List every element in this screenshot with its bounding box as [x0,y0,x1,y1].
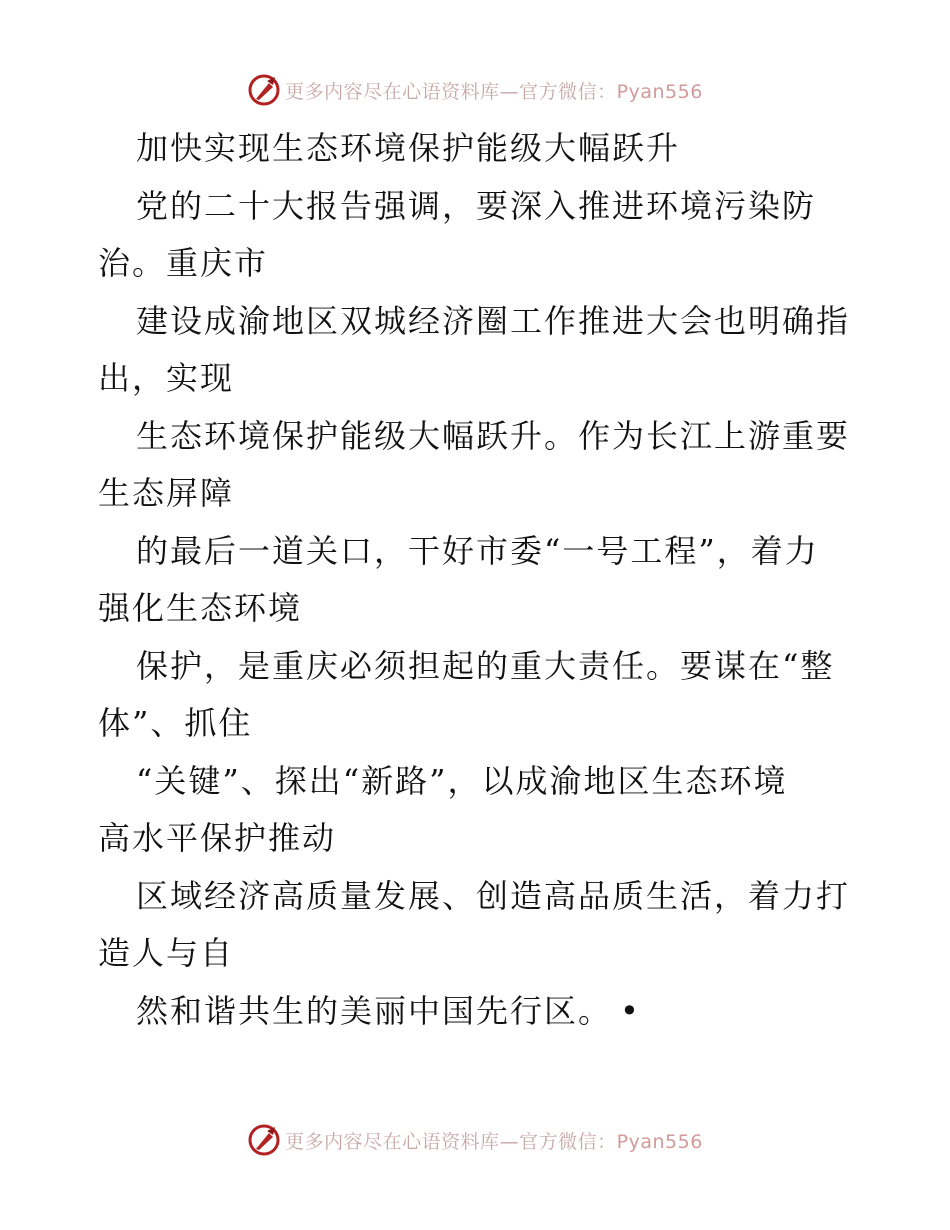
text-line-content: 的最后一道关口，干好市委“一号工程”，着力 [136,531,819,570]
text-line [98,120,858,178]
text-line-content: 建设成渝地区双城经济圈工作推进大会也明确指 [136,301,851,340]
text-line-content: “关键”、探出“新路”，以成渝地区生态环境 [136,761,788,800]
watermark-handle: Pyan556 [616,1130,703,1153]
text-line-content: 生态屏障 [98,474,235,512]
footer-watermark [0,1120,950,1160]
text-line [98,753,858,811]
document-body [98,120,858,1040]
text-line-content: 高水平保护推动 [98,819,337,857]
quill-logo-icon [247,73,281,107]
text-line [98,580,858,638]
watermark-text: 更多内容尽在心语资料库—官方微信： [285,80,617,103]
text-line [98,523,858,581]
text-line-content: 保护，是重庆必须担起的重大责任。要谋在“整 [136,646,835,685]
text-line-content: 体”、抓住 [98,704,253,742]
text-line [98,408,858,466]
text-line-content: 加快实现生态环境保护能级大幅跃升 [136,129,681,167]
text-line-content: 然和谐共生的美丽中国先行区。 [136,991,613,1030]
text-line [98,465,858,523]
text-line [98,925,858,983]
text-line-content: 区域经济高质量发展、创造高品质生活，着力打 [136,876,851,915]
text-line-content: 出，实现 [98,359,235,397]
text-line [98,235,858,293]
text-line [98,638,858,696]
text-line-content: 强化生态环境 [98,589,303,627]
text-line [98,695,858,753]
watermark-text: 更多内容尽在心语资料库—官方微信： [285,1130,617,1153]
text-line-content: 党的二十大报告强调，要深入推进环境污染防 [136,186,817,225]
text-line [98,350,858,408]
text-line [98,293,858,351]
text-line [98,810,858,868]
text-line-content: 生态环境保护能级大幅跃升。作为长江上游重要 [136,416,851,455]
text-line [98,983,858,1041]
quill-logo-icon [247,1123,281,1157]
text-line-content: 治。重庆市 [98,244,269,282]
watermark-handle: Pyan556 [616,80,703,103]
text-line-content: 造人与自 [98,934,235,972]
text-line [98,868,858,926]
bullet-marker: • [620,991,641,1030]
text-line [98,178,858,236]
header-watermark [0,70,950,110]
